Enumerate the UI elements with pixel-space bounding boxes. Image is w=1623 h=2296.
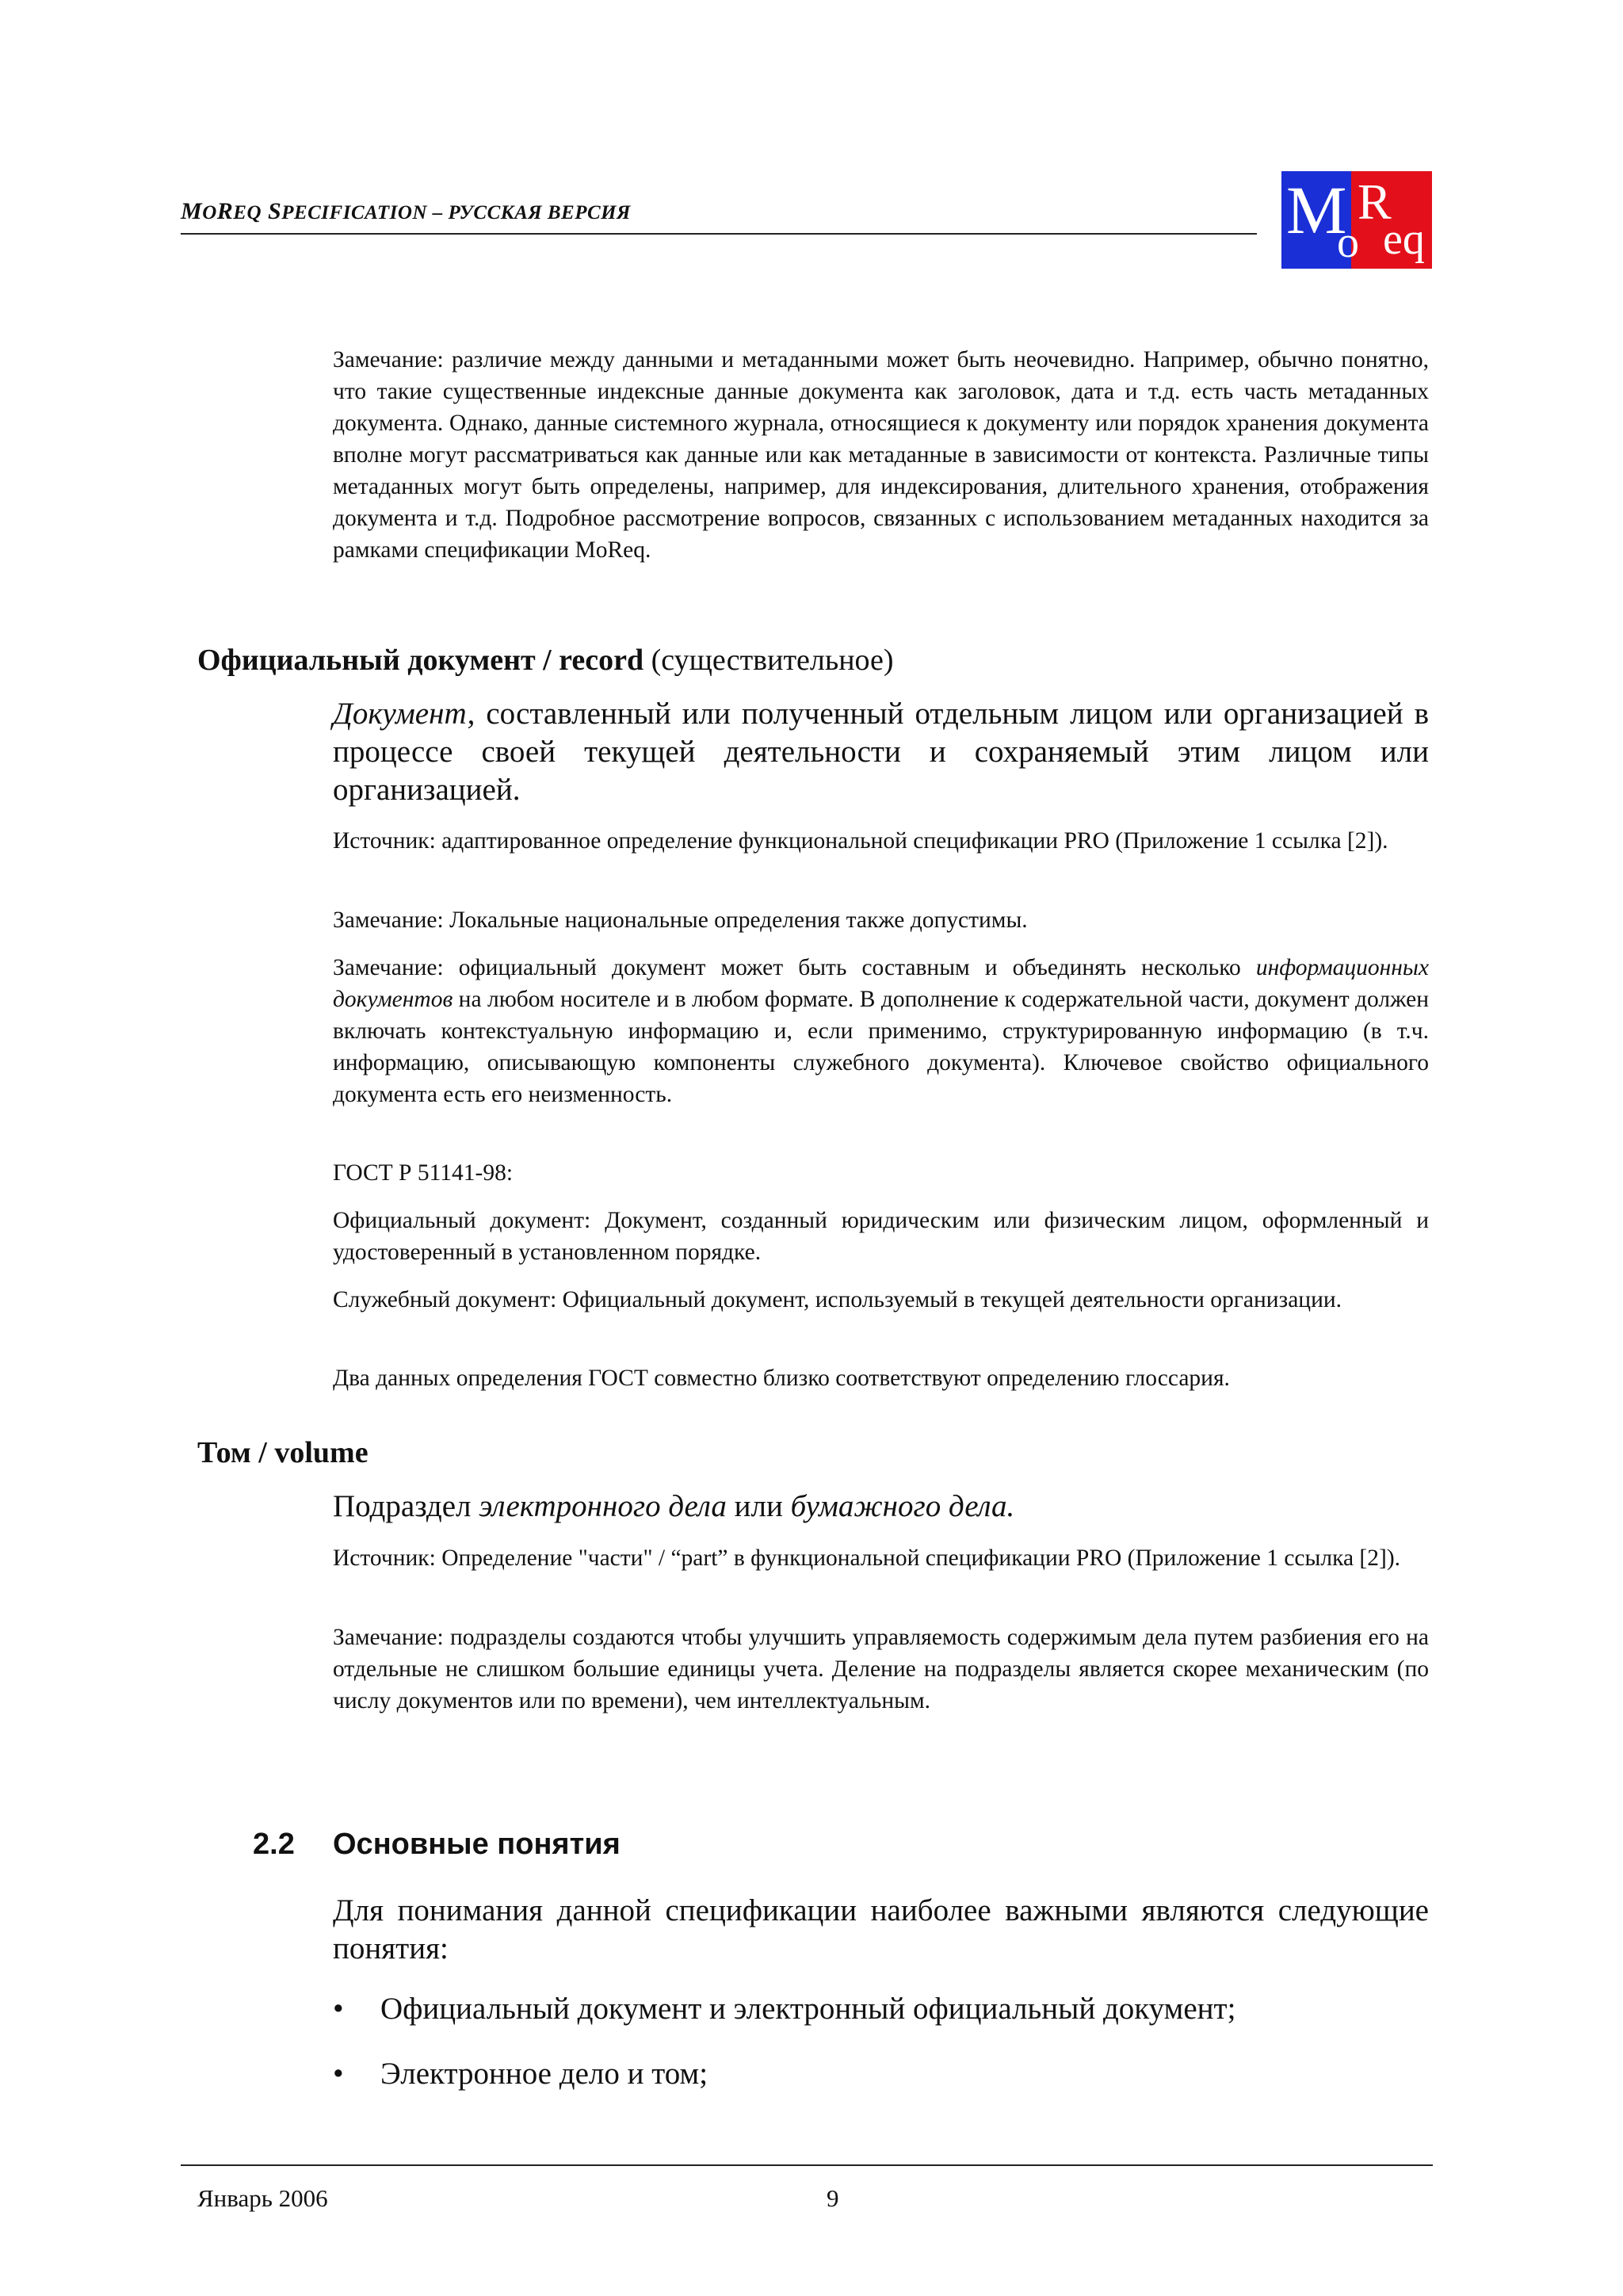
logo-letters-eq: eq bbox=[1383, 215, 1425, 264]
header-title: MOREQ SPECIFICATION – РУССКАЯ ВЕРСИЯ bbox=[181, 198, 631, 224]
section-title: Основные понятия bbox=[333, 1828, 621, 1861]
term-record: Официальный документ / record (существительное) bbox=[197, 644, 894, 677]
page-number: 9 bbox=[827, 2184, 839, 2212]
gost-official-def: Официальный документ: Документ, созданный юридическим или физическим лицом, оформленный и удостоверенный в установленном порядке. bbox=[333, 1208, 1429, 1265]
record-source: Источник: адаптированное определение функциональной спецификации PRO (Приложение 1 ссылка [2]). bbox=[333, 828, 1388, 854]
moreq-logo bbox=[1281, 171, 1432, 269]
gost-note: Два данных определения ГОСТ совместно близко соответствуют определению глоссария. bbox=[333, 1366, 1230, 1391]
logo-letter-m: M bbox=[1286, 172, 1347, 248]
logo-letter-o: o bbox=[1337, 218, 1359, 267]
section-number: 2.2 bbox=[253, 1828, 295, 1861]
footer-date: Январь 2006 bbox=[197, 2184, 328, 2212]
section-intro: Для понимания данной спецификации наиболее важными являются следующие понятия: bbox=[333, 1893, 1429, 1966]
footer-rule bbox=[181, 2164, 1433, 2166]
gost-label: ГОСТ Р 51141-98: bbox=[333, 1160, 514, 1186]
logo-letter-r: R bbox=[1358, 174, 1392, 230]
list-item: • Электронное дело и том; bbox=[333, 2055, 708, 2093]
header-rule bbox=[181, 233, 1257, 235]
bullet-icon: • bbox=[333, 1992, 344, 2026]
gost-service-def: Служебный документ: Официальный документ, используемый в текущей деятельности организации. bbox=[333, 1287, 1342, 1312]
volume-definition: Подраздел электронного дела или бумажного дела. bbox=[333, 1489, 1015, 1523]
record-definition: Документ, составленный или полученный отдельным лицом или организацией в процессе своей текущей деятельности и сохраняемый этим лицом или организацией. bbox=[333, 697, 1429, 807]
volume-note: Замечание: подразделы создаются чтобы улучшить управляемость содержимым дела путем разбиения его на отдельные не слишком большие единицы учета. Деление на подразделы является скорее механическим (по числу документов или по времени), чем интеллектуальным. bbox=[333, 1625, 1429, 1713]
record-note-composite: Замечание: официальный документ может быть составным и объединять несколько информационных документов на любом носителе и в любом формате. В дополнение к содержательной части, документ должен включать контекстуальную информацию и, если применимо, структурированную информацию (в т.ч. информацию, описывающую компоненты служебного документа). Ключевое свойство официального документа есть его неизменность. bbox=[333, 955, 1429, 1107]
record-note-local: Замечание: Локальные национальные определения также допустимы. bbox=[333, 907, 1028, 933]
volume-source: Источник: Определение "части" / “part” в функциональной спецификации PRO (Приложение 1 ссылка [2]). bbox=[333, 1545, 1401, 1571]
list-item: • Официальный документ и электронный официальный документ; bbox=[333, 1990, 1235, 2028]
note-metadata: Замечание: различие между данными и метаданными может быть неочевидно. Например, обычно понятно, что такие существенные индексные данные документа как заголовок, дата и т.д. есть часть метаданных документа. Однако, данные системного журнала, относящиеся к документу или порядок хранения документа вполне могут рассматриваться как данные или как метаданные в зависимости от контекста. Различные типы метаданных могут быть определены, например, для индексирования, длительного хранения, отображения документа и т.д. Подробное рассмотрение вопросов, связанных с использованием метаданных находится за рамками спецификации MoReq. bbox=[333, 347, 1429, 563]
bullet-icon: • bbox=[333, 2057, 344, 2091]
term-volume: Том / volume bbox=[197, 1436, 369, 1469]
